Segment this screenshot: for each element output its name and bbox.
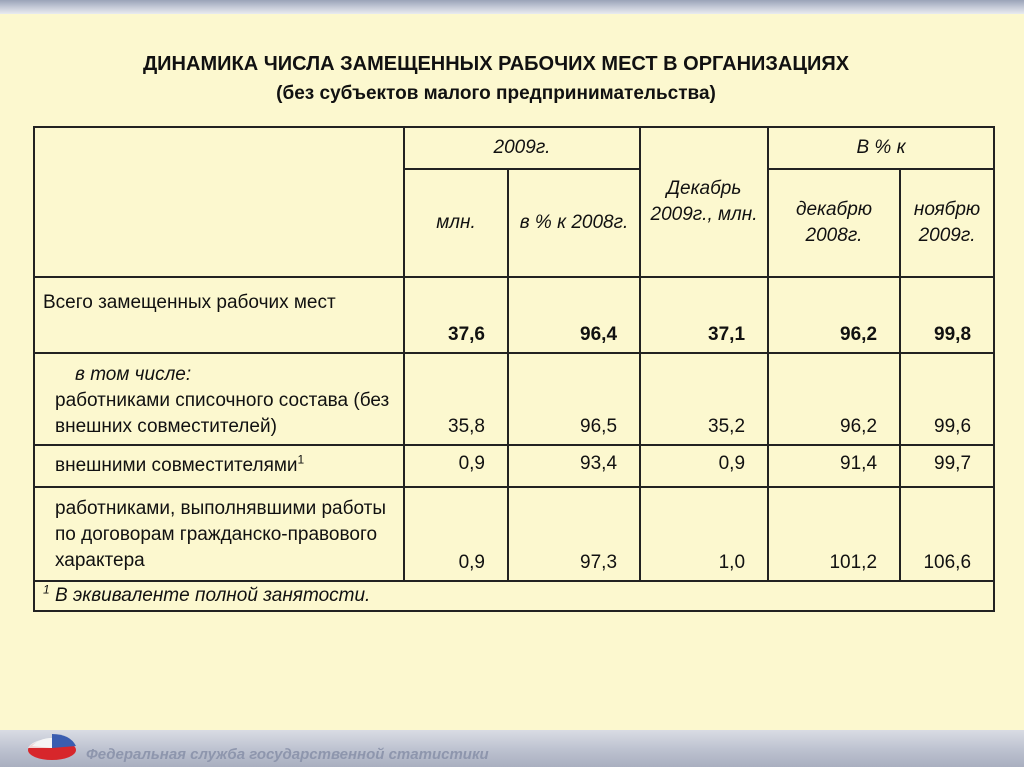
row-label: внешними совместителями [55, 455, 298, 476]
table-row [34, 277, 994, 353]
cell-value: 96,4 [508, 277, 640, 353]
header-dec-2008: декабрю 2008г. [768, 169, 900, 277]
page-subtitle: (без субъектов малого предпринимательства) [276, 83, 716, 104]
cell-value: 0,9 [404, 487, 508, 581]
table-row [34, 487, 994, 581]
cell-value: 99,7 [900, 445, 994, 487]
cell-value: 99,8 [900, 277, 994, 353]
header-dec-2009-text: Декабрь 2009г., млн. [650, 178, 758, 225]
footer-org-name: Федеральная служба государственной статистики [86, 746, 489, 763]
row-label: Всего замещенных рабочих мест [34, 277, 404, 353]
cell-value: 99,6 [900, 353, 994, 445]
cell-value: 96,5 [508, 353, 640, 445]
table-footnote-row [34, 581, 994, 611]
cell-value: 97,3 [508, 487, 640, 581]
cell-value: 37,1 [640, 277, 768, 353]
header-group-2009: 2009г. [404, 127, 640, 169]
row-label-prefix: в том числе: [75, 364, 192, 385]
cell-value: 0,9 [640, 445, 768, 487]
row-label-cell [34, 353, 404, 445]
header-dec-2009 [640, 127, 768, 277]
cell-value: 0,9 [404, 445, 508, 487]
cell-value: 101,2 [768, 487, 900, 581]
table-footnote [34, 581, 994, 611]
cell-value: 96,2 [768, 353, 900, 445]
row-label: работниками списочного состава (без внешних совместителей) [55, 390, 390, 437]
row-label-sup: 1 [297, 452, 305, 467]
cell-value: 35,8 [404, 353, 508, 445]
header-nov-2009: ноябрю 2009г. [900, 169, 994, 277]
cell-value: 1,0 [640, 487, 768, 581]
table-row [34, 445, 994, 487]
footnote-sup: 1 [43, 582, 50, 597]
cell-value: 91,4 [768, 445, 900, 487]
cell-value: 106,6 [900, 487, 994, 581]
header-pct-2008: в % к 2008г. [508, 169, 640, 277]
footnote-text: В эквиваленте полной занятости. [54, 585, 371, 606]
cell-value: 37,6 [404, 277, 508, 353]
top-decorative-bar [0, 0, 1024, 14]
header-mln: млн. [404, 169, 508, 277]
row-label-cell [34, 445, 404, 487]
cell-value: 93,4 [508, 445, 640, 487]
row-label: работниками, выполнявшими работы по договорам гражданско-правового характера [34, 487, 404, 581]
table-row [34, 353, 994, 445]
cell-value: 96,2 [768, 277, 900, 353]
header-corner-cell [34, 127, 404, 277]
data-table [33, 126, 995, 612]
cell-value: 35,2 [640, 353, 768, 445]
page-title: ДИНАМИКА ЧИСЛА ЗАМЕЩЕННЫХ РАБОЧИХ МЕСТ В ОРГАНИЗАЦИЯХ [142, 53, 850, 75]
rosstat-logo-icon [26, 728, 78, 762]
header-group-pct: В % к [768, 127, 994, 169]
